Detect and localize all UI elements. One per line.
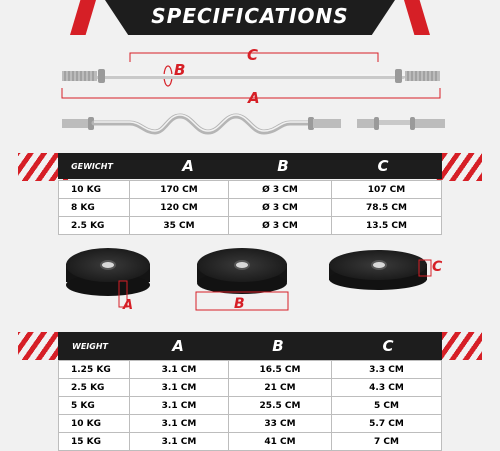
plate-label-c: C: [432, 259, 443, 275]
header-a: A: [172, 337, 184, 355]
table-cell: 3.1 CM: [130, 433, 229, 451]
table-cell: 15 KG: [59, 433, 130, 451]
table-cell: 2.5 KG: [59, 379, 130, 397]
header-weight: WEIGHT: [72, 341, 108, 351]
table-cell: 107 CM: [332, 181, 442, 199]
table-cell: 5 KG: [59, 397, 130, 415]
table-cell: 3.1 CM: [130, 397, 229, 415]
table-cell: 1.25 KG: [59, 361, 130, 379]
bar-label-a: A: [248, 89, 260, 107]
table-cell: 3.1 CM: [130, 379, 229, 397]
table-cell: 5.7 CM: [332, 415, 442, 433]
table-row: [59, 217, 442, 235]
collar-right: [395, 69, 402, 83]
table-cell: 2.5 KG: [59, 217, 130, 235]
curl-and-short-bar: [0, 108, 500, 143]
table-cell: 33 CM: [229, 415, 332, 433]
curl-bar: [62, 115, 341, 132]
table-cell: 13.5 CM: [332, 217, 442, 235]
table-cell: 120 CM: [130, 199, 229, 217]
table-cell: 170 CM: [130, 181, 229, 199]
header-a: A: [182, 157, 194, 175]
table-cell: 7 CM: [332, 433, 442, 451]
header-b: B: [277, 157, 289, 175]
table-cell: Ø 3 CM: [229, 199, 332, 217]
table-row: [59, 379, 442, 397]
table-cell: 3.1 CM: [130, 361, 229, 379]
table-cell: Ø 3 CM: [229, 217, 332, 235]
table-cell: 78.5 CM: [332, 199, 442, 217]
sleeve-right: [405, 71, 440, 81]
header-c: C: [377, 157, 389, 175]
table-cell: 35 CM: [130, 217, 229, 235]
table-cell: 10 KG: [59, 415, 130, 433]
plate-label-a: A: [123, 298, 134, 313]
header-c: C: [382, 337, 394, 355]
table-cell: 5 CM: [332, 397, 442, 415]
table-cell: 25.5 CM: [229, 397, 332, 415]
table-row: [59, 415, 442, 433]
table-cell: 4.3 CM: [332, 379, 442, 397]
table-cell: 21 CM: [229, 379, 332, 397]
table-cell: Ø 3 CM: [229, 181, 332, 199]
table-cell: 3.3 CM: [332, 361, 442, 379]
page-title: SPECIFICATIONS: [151, 4, 349, 28]
plate-label-b: B: [234, 296, 245, 312]
plate-3: [329, 250, 427, 290]
bar-label-b: B: [174, 61, 186, 79]
table-cell: 16.5 CM: [229, 361, 332, 379]
sleeve-left: [62, 71, 97, 81]
header-b: B: [272, 337, 284, 355]
table-cell: 3.1 CM: [130, 415, 229, 433]
table-cell: 10 KG: [59, 181, 130, 199]
table-row: [59, 433, 442, 451]
plates-table-header: [58, 332, 442, 360]
table-cell: 8 KG: [59, 199, 130, 217]
table-cell: 41 CM: [229, 433, 332, 451]
plates-table: [58, 360, 442, 451]
table-row: [59, 361, 442, 379]
bar-label-c: C: [247, 46, 259, 64]
collar-left: [98, 69, 105, 83]
table-row: [59, 199, 442, 217]
table-row: [59, 181, 442, 199]
plate-2: [197, 248, 287, 294]
table-row: [59, 397, 442, 415]
header-weight: GEWICHT: [71, 161, 113, 171]
bars-table-header: [58, 153, 442, 179]
bars-table: [58, 180, 442, 235]
short-bar: [357, 117, 445, 130]
